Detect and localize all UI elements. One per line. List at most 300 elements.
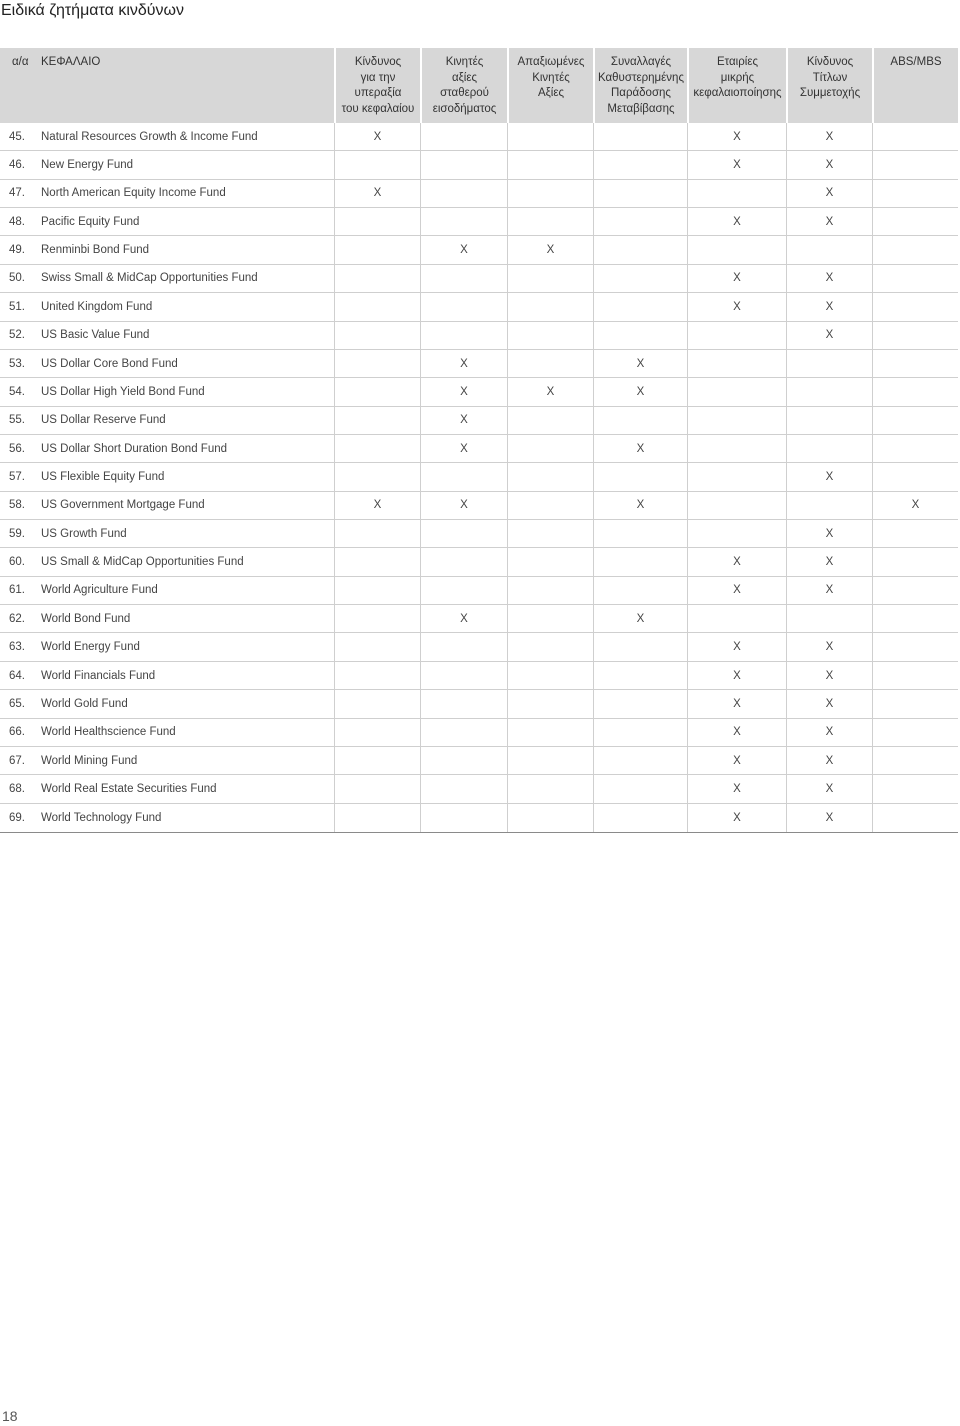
fund-name: World Energy Fund — [41, 641, 140, 654]
risk-mark-abs-mbs — [872, 548, 958, 575]
risk-mark-fixed-income — [420, 520, 507, 547]
fund-name: New Energy Fund — [41, 159, 134, 172]
table-row — [0, 435, 958, 463]
risk-mark-abs-mbs — [872, 463, 958, 490]
fund-name: US Government Mortgage Fund — [41, 499, 205, 512]
header-fund-label: ΚΕΦΑΛΑΙΟ — [41, 56, 101, 68]
column-header-equity-risk — [786, 48, 872, 123]
risk-mark-equity-risk: X — [786, 208, 872, 235]
table-row — [0, 775, 958, 803]
fund-name: US Growth Fund — [41, 527, 127, 540]
risk-mark-fixed-income: X — [420, 492, 507, 519]
risk-mark-distressed-securities — [507, 350, 593, 377]
risk-mark-delayed-settlement — [593, 407, 687, 434]
risk-mark-abs-mbs — [872, 747, 958, 774]
risk-mark-distressed-securities: X — [507, 378, 593, 405]
risk-mark-equity-risk — [786, 350, 872, 377]
column-header-line: Κίνδυνος — [354, 56, 402, 68]
fund-cell — [0, 719, 334, 746]
table-row — [0, 236, 958, 264]
risk-mark-distressed-securities — [507, 548, 593, 575]
fund-cell — [0, 548, 334, 575]
risk-mark-small-cap: X — [687, 690, 786, 717]
row-number: 68. — [9, 782, 25, 795]
risk-mark-equity-risk: X — [786, 719, 872, 746]
risk-mark-equity-risk — [786, 236, 872, 263]
risk-mark-capital-gain-risk: X — [334, 123, 420, 150]
page-number: 18 — [2, 1408, 18, 1424]
fund-name: US Basic Value Fund — [41, 329, 150, 342]
fund-cell — [0, 123, 334, 150]
risk-mark-equity-risk: X — [786, 463, 872, 490]
risk-mark-fixed-income — [420, 151, 507, 178]
risk-mark-capital-gain-risk — [334, 151, 420, 178]
risk-mark-capital-gain-risk — [334, 463, 420, 490]
risk-mark-small-cap: X — [687, 577, 786, 604]
risk-mark-abs-mbs — [872, 180, 958, 207]
column-header-line: Απαξιωμένες — [517, 56, 585, 68]
risk-mark-small-cap — [687, 605, 786, 632]
row-number: 61. — [9, 584, 25, 597]
risk-mark-equity-risk: X — [786, 747, 872, 774]
risk-mark-fixed-income: X — [420, 435, 507, 462]
risk-mark-distressed-securities — [507, 577, 593, 604]
row-number: 52. — [9, 329, 25, 342]
risk-mark-distressed-securities — [507, 435, 593, 462]
column-header-line: Κινητές — [532, 71, 570, 84]
risk-mark-capital-gain-risk — [334, 775, 420, 802]
page-title: Ειδικά ζητήματα κινδύνων — [1, 2, 185, 19]
table-row — [0, 492, 958, 520]
fund-cell — [0, 236, 334, 263]
fund-cell — [0, 293, 334, 320]
row-number: 67. — [9, 754, 25, 767]
risk-mark-small-cap: X — [687, 747, 786, 774]
risk-mark-delayed-settlement — [593, 265, 687, 292]
risk-mark-small-cap — [687, 463, 786, 490]
risk-mark-delayed-settlement — [593, 662, 687, 689]
risk-mark-fixed-income: X — [420, 605, 507, 632]
risk-mark-equity-risk: X — [786, 265, 872, 292]
risk-mark-fixed-income — [420, 180, 507, 207]
risk-mark-delayed-settlement: X — [593, 350, 687, 377]
fund-cell — [0, 435, 334, 462]
column-header-capital-gain-risk — [334, 48, 420, 123]
risk-mark-equity-risk: X — [786, 151, 872, 178]
risk-mark-fixed-income — [420, 548, 507, 575]
fund-name: US Dollar Short Duration Bond Fund — [41, 442, 228, 455]
risk-mark-distressed-securities — [507, 747, 593, 774]
fund-name: World Technology Fund — [41, 811, 162, 824]
risk-mark-capital-gain-risk — [334, 662, 420, 689]
risk-mark-distressed-securities — [507, 407, 593, 434]
table-row — [0, 293, 958, 321]
fund-name: World Agriculture Fund — [41, 584, 158, 597]
risk-mark-fixed-income — [420, 577, 507, 604]
fund-cell — [0, 322, 334, 349]
row-number: 46. — [9, 159, 25, 172]
column-header-line: Εταιρίες — [716, 56, 759, 68]
row-number: 58. — [9, 499, 25, 512]
row-number: 57. — [9, 470, 25, 483]
fund-name: World Mining Fund — [41, 754, 138, 767]
risk-mark-distressed-securities — [507, 123, 593, 150]
row-number: 59. — [9, 527, 25, 540]
risk-mark-delayed-settlement — [593, 180, 687, 207]
risk-mark-capital-gain-risk — [334, 577, 420, 604]
column-header-line: Τίτλων — [812, 71, 848, 84]
fund-cell — [0, 407, 334, 434]
risk-mark-delayed-settlement — [593, 747, 687, 774]
table-row — [0, 208, 958, 236]
risk-mark-delayed-settlement — [593, 520, 687, 547]
table-row — [0, 151, 958, 179]
risk-mark-small-cap — [687, 350, 786, 377]
risk-mark-small-cap — [687, 492, 786, 519]
risk-mark-distressed-securities — [507, 293, 593, 320]
risk-mark-small-cap: X — [687, 265, 786, 292]
row-number: 48. — [9, 215, 25, 228]
fund-cell — [0, 690, 334, 717]
risk-mark-fixed-income — [420, 322, 507, 349]
risk-mark-abs-mbs — [872, 265, 958, 292]
fund-name: World Financials Fund — [41, 669, 156, 682]
fund-name: US Small & MidCap Opportunities Fund — [41, 556, 244, 569]
risk-mark-distressed-securities — [507, 322, 593, 349]
risk-mark-delayed-settlement — [593, 690, 687, 717]
risk-mark-delayed-settlement — [593, 208, 687, 235]
fund-cell — [0, 662, 334, 689]
risk-mark-small-cap: X — [687, 775, 786, 802]
header-fund-cell — [0, 48, 334, 123]
fund-cell — [0, 747, 334, 774]
fund-name: US Dollar Core Bond Fund — [41, 357, 178, 370]
risk-mark-distressed-securities — [507, 151, 593, 178]
risk-mark-distressed-securities — [507, 492, 593, 519]
risk-mark-fixed-income — [420, 775, 507, 802]
risk-mark-capital-gain-risk — [334, 378, 420, 405]
table-row — [0, 577, 958, 605]
risk-mark-fixed-income — [420, 690, 507, 717]
fund-name: Swiss Small & MidCap Opportunities Fund — [41, 272, 258, 285]
risk-mark-delayed-settlement — [593, 151, 687, 178]
column-header-fixed-income — [420, 48, 507, 123]
fund-cell — [0, 378, 334, 405]
risk-mark-distressed-securities — [507, 633, 593, 660]
risk-mark-abs-mbs — [872, 662, 958, 689]
risk-mark-fixed-income: X — [420, 407, 507, 434]
risk-mark-small-cap: X — [687, 662, 786, 689]
risk-mark-small-cap — [687, 236, 786, 263]
risk-mark-fixed-income: X — [420, 236, 507, 263]
fund-name: US Flexible Equity Fund — [41, 470, 165, 483]
fund-cell — [0, 208, 334, 235]
risk-mark-small-cap — [687, 435, 786, 462]
risk-mark-fixed-income: X — [420, 350, 507, 377]
risk-mark-equity-risk: X — [786, 633, 872, 660]
row-number: 47. — [9, 187, 25, 200]
table-row — [0, 322, 958, 350]
column-header-line: μικρής — [720, 71, 755, 84]
table-row — [0, 180, 958, 208]
risk-mark-abs-mbs — [872, 236, 958, 263]
risk-mark-equity-risk: X — [786, 577, 872, 604]
risk-mark-abs-mbs — [872, 151, 958, 178]
risk-mark-capital-gain-risk — [334, 605, 420, 632]
risk-mark-delayed-settlement — [593, 123, 687, 150]
risk-mark-capital-gain-risk: X — [334, 492, 420, 519]
column-header-line: σταθερού — [440, 87, 489, 99]
fund-name: US Dollar Reserve Fund — [41, 414, 166, 427]
risk-mark-fixed-income — [420, 747, 507, 774]
risk-mark-small-cap: X — [687, 293, 786, 320]
column-header-line: Καθυστερημένης — [597, 71, 684, 84]
column-header-line: Συναλλαγές — [610, 56, 672, 68]
risk-mark-small-cap: X — [687, 633, 786, 660]
risk-mark-abs-mbs — [872, 322, 958, 349]
risk-mark-delayed-settlement — [593, 775, 687, 802]
column-header-line: κεφαλαιοποίησης — [693, 87, 782, 99]
risk-mark-equity-risk — [786, 605, 872, 632]
risk-mark-delayed-settlement — [593, 293, 687, 320]
risk-mark-equity-risk: X — [786, 804, 872, 832]
risk-mark-capital-gain-risk — [334, 322, 420, 349]
column-header-distressed-securities — [507, 48, 593, 123]
fund-cell — [0, 633, 334, 660]
risk-mark-abs-mbs — [872, 690, 958, 717]
table-header — [0, 48, 958, 123]
risk-mark-distressed-securities — [507, 208, 593, 235]
risk-mark-fixed-income — [420, 293, 507, 320]
fund-name: North American Equity Income Fund — [41, 187, 226, 200]
fund-name: Natural Resources Growth & Income Fund — [41, 130, 258, 143]
row-number: 49. — [9, 244, 25, 257]
risk-mark-distressed-securities — [507, 719, 593, 746]
risk-mark-capital-gain-risk — [334, 719, 420, 746]
table-row — [0, 265, 958, 293]
table-row — [0, 719, 958, 747]
risk-mark-capital-gain-risk: X — [334, 180, 420, 207]
risk-mark-abs-mbs — [872, 605, 958, 632]
row-number: 54. — [9, 385, 25, 398]
risk-mark-equity-risk: X — [786, 775, 872, 802]
fund-cell — [0, 492, 334, 519]
table-row — [0, 548, 958, 576]
risk-mark-distressed-securities: X — [507, 236, 593, 263]
fund-name: World Bond Fund — [41, 612, 131, 625]
column-header-line: ABS/MBS — [890, 56, 942, 68]
risk-mark-small-cap: X — [687, 123, 786, 150]
risk-mark-capital-gain-risk — [334, 293, 420, 320]
fund-cell — [0, 180, 334, 207]
risk-mark-distressed-securities — [507, 662, 593, 689]
risk-mark-abs-mbs — [872, 804, 958, 832]
table-row — [0, 378, 958, 406]
risk-mark-fixed-income — [420, 804, 507, 832]
risk-mark-distressed-securities — [507, 804, 593, 832]
fund-name: Renminbi Bond Fund — [41, 244, 150, 257]
table-row — [0, 463, 958, 491]
fund-cell — [0, 775, 334, 802]
risk-mark-distressed-securities — [507, 605, 593, 632]
risk-mark-fixed-income — [420, 265, 507, 292]
table-row — [0, 747, 958, 775]
risk-mark-abs-mbs — [872, 407, 958, 434]
risk-mark-delayed-settlement: X — [593, 378, 687, 405]
risk-mark-small-cap — [687, 180, 786, 207]
risk-mark-equity-risk: X — [786, 548, 872, 575]
risk-mark-delayed-settlement — [593, 322, 687, 349]
fund-name: World Healthscience Fund — [41, 726, 176, 739]
row-number: 63. — [9, 641, 25, 654]
fund-name: Pacific Equity Fund — [41, 215, 140, 228]
fund-name: World Real Estate Securities Fund — [41, 782, 217, 795]
risk-mark-distressed-securities — [507, 265, 593, 292]
risk-mark-equity-risk: X — [786, 123, 872, 150]
table-row — [0, 350, 958, 378]
risk-mark-small-cap — [687, 407, 786, 434]
risk-mark-delayed-settlement — [593, 719, 687, 746]
risk-mark-capital-gain-risk — [334, 208, 420, 235]
risk-mark-equity-risk — [786, 435, 872, 462]
risk-mark-delayed-settlement — [593, 236, 687, 263]
risk-mark-delayed-settlement — [593, 804, 687, 832]
column-header-delayed-settlement — [593, 48, 687, 123]
fund-cell — [0, 265, 334, 292]
fund-cell — [0, 605, 334, 632]
row-number: 65. — [9, 697, 25, 710]
risk-mark-capital-gain-risk — [334, 548, 420, 575]
column-header-line: του κεφαλαίου — [341, 102, 415, 115]
fund-cell — [0, 151, 334, 178]
risk-mark-distressed-securities — [507, 180, 593, 207]
fund-name: United Kingdom Fund — [41, 300, 153, 313]
risk-mark-delayed-settlement: X — [593, 492, 687, 519]
risk-mark-fixed-income — [420, 463, 507, 490]
risk-mark-equity-risk: X — [786, 293, 872, 320]
row-number: 55. — [9, 414, 25, 427]
column-header-line: Κίνδυνος — [806, 56, 854, 68]
column-header-line: Κινητές — [445, 56, 484, 68]
risk-mark-equity-risk: X — [786, 662, 872, 689]
table-body — [0, 123, 958, 833]
risk-mark-capital-gain-risk — [334, 435, 420, 462]
risk-mark-abs-mbs: X — [872, 492, 958, 519]
risk-mark-delayed-settlement — [593, 548, 687, 575]
fund-cell — [0, 520, 334, 547]
column-header-line: εισοδήματος — [432, 102, 497, 115]
table-row — [0, 605, 958, 633]
fund-cell — [0, 463, 334, 490]
column-header-small-cap — [687, 48, 786, 123]
row-number: 64. — [9, 669, 25, 682]
table-row — [0, 407, 958, 435]
fund-cell — [0, 350, 334, 377]
column-header-line: για την — [360, 71, 396, 84]
risk-mark-fixed-income — [420, 633, 507, 660]
column-header-line: υπεραξία — [354, 87, 402, 99]
risk-mark-abs-mbs — [872, 208, 958, 235]
risk-mark-distressed-securities — [507, 463, 593, 490]
risk-mark-small-cap: X — [687, 719, 786, 746]
risk-mark-abs-mbs — [872, 350, 958, 377]
table-row — [0, 520, 958, 548]
risk-mark-fixed-income — [420, 662, 507, 689]
risk-mark-abs-mbs — [872, 123, 958, 150]
risk-mark-capital-gain-risk — [334, 520, 420, 547]
table-row — [0, 633, 958, 661]
table-row — [0, 662, 958, 690]
fund-name: US Dollar High Yield Bond Fund — [41, 385, 205, 398]
table-row — [0, 123, 958, 151]
risk-mark-distressed-securities — [507, 690, 593, 717]
row-number: 50. — [9, 272, 25, 285]
table-row — [0, 690, 958, 718]
risk-mark-capital-gain-risk — [334, 265, 420, 292]
risk-mark-small-cap: X — [687, 548, 786, 575]
column-header-line: Παράδοσης — [611, 87, 671, 99]
risk-mark-equity-risk: X — [786, 322, 872, 349]
fund-cell — [0, 804, 334, 832]
row-number: 53. — [9, 357, 25, 370]
risk-mark-delayed-settlement — [593, 577, 687, 604]
risk-table — [0, 48, 958, 833]
risk-mark-delayed-settlement — [593, 463, 687, 490]
column-header-line: Συμμετοχής — [799, 87, 861, 99]
risk-mark-abs-mbs — [872, 435, 958, 462]
risk-mark-capital-gain-risk — [334, 747, 420, 774]
risk-mark-fixed-income — [420, 719, 507, 746]
risk-mark-equity-risk: X — [786, 690, 872, 717]
risk-mark-small-cap: X — [687, 151, 786, 178]
row-number: 56. — [9, 442, 25, 455]
risk-mark-equity-risk — [786, 378, 872, 405]
risk-mark-distressed-securities — [507, 520, 593, 547]
risk-mark-capital-gain-risk — [334, 690, 420, 717]
risk-mark-small-cap — [687, 520, 786, 547]
risk-mark-abs-mbs — [872, 520, 958, 547]
risk-mark-abs-mbs — [872, 577, 958, 604]
fund-name: World Gold Fund — [41, 697, 128, 710]
risk-mark-delayed-settlement: X — [593, 605, 687, 632]
risk-mark-abs-mbs — [872, 633, 958, 660]
column-header-line: Αξίες — [537, 87, 565, 99]
risk-mark-abs-mbs — [872, 378, 958, 405]
risk-mark-capital-gain-risk — [334, 407, 420, 434]
row-number: 45. — [9, 130, 25, 143]
risk-mark-abs-mbs — [872, 719, 958, 746]
risk-mark-capital-gain-risk — [334, 350, 420, 377]
risk-mark-small-cap — [687, 378, 786, 405]
risk-mark-small-cap: X — [687, 208, 786, 235]
column-header-abs-mbs — [872, 48, 958, 123]
risk-mark-small-cap — [687, 322, 786, 349]
risk-mark-equity-risk — [786, 407, 872, 434]
risk-mark-abs-mbs — [872, 293, 958, 320]
row-number: 62. — [9, 612, 25, 625]
fund-cell — [0, 577, 334, 604]
row-number: 69. — [9, 811, 25, 824]
column-header-line: Μεταβίβασης — [607, 102, 675, 115]
risk-mark-small-cap: X — [687, 804, 786, 832]
row-number: 51. — [9, 300, 25, 313]
header-number-label: α/α — [12, 56, 29, 68]
risk-mark-equity-risk: X — [786, 520, 872, 547]
risk-mark-equity-risk: X — [786, 180, 872, 207]
risk-mark-equity-risk — [786, 492, 872, 519]
column-header-line: αξίες — [451, 71, 478, 84]
risk-mark-fixed-income: X — [420, 378, 507, 405]
